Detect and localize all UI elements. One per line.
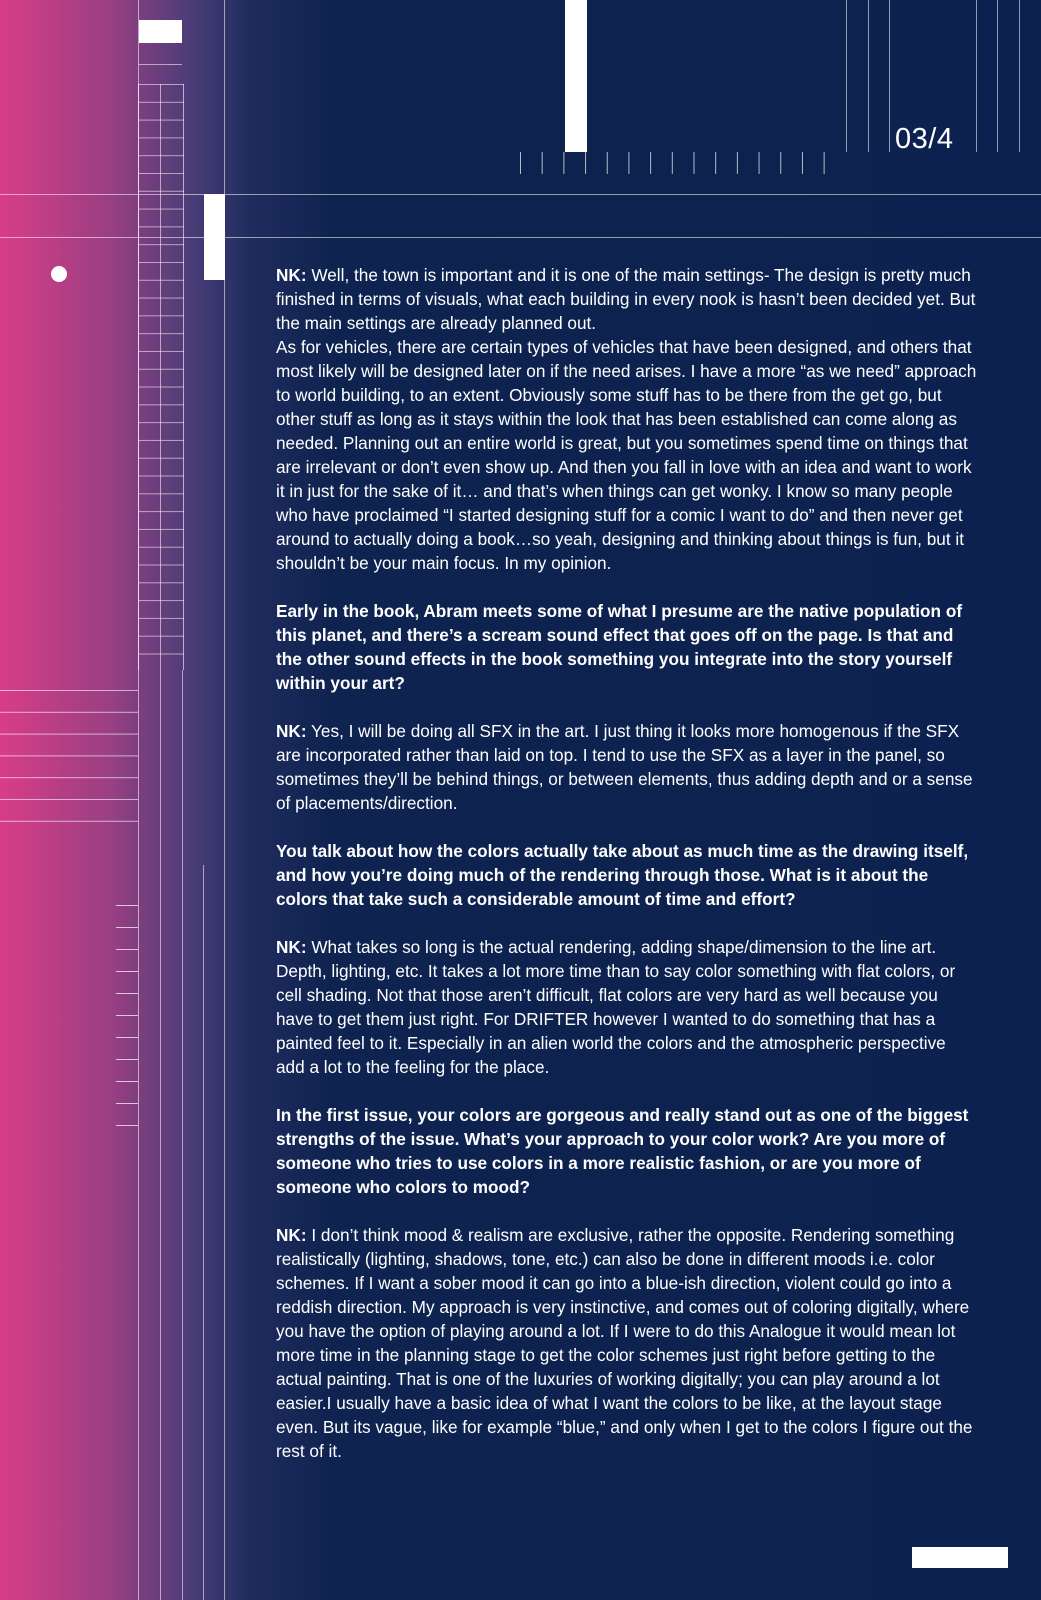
question-paragraph: Early in the book, Abram meets some of what I presume are the native population of this planet, and there’s a scream sound effect that goes off on the page. Is that and the other sound effects in the book something you integrate into the story yourself within your art?: [276, 601, 963, 693]
horizontal-rule-lower: [0, 237, 1041, 238]
bottom-right-block: [912, 1547, 1008, 1568]
top-center-bar: [565, 0, 587, 152]
article-body: [276, 263, 978, 1487]
vertical-rule-a: [138, 0, 139, 1600]
answer-paragraph: [276, 935, 978, 1079]
answer-paragraph: [276, 719, 978, 815]
top-right-rule-1: [846, 0, 847, 152]
top-right-rule-5: [997, 0, 998, 152]
page-number: 03/4: [895, 123, 954, 155]
top-tick-marks: [520, 152, 825, 174]
question-paragraph: In the first issue, your colors are gorgeous and really stand out as one of the biggest strengths of the issue. What’s your approach to your color work? Are you more of someone who tries to use colors in a more realistic fashion, or are you more of someone who colors to mood?: [276, 1105, 969, 1197]
left-horizontal-lines: [0, 690, 138, 822]
speaker-label: NK:: [276, 721, 307, 741]
vertical-rule-c: [182, 670, 183, 1600]
speaker-label: NK:: [276, 265, 307, 285]
left-grid: [138, 84, 184, 670]
question-paragraph: You talk about how the colors actually take about as much time as the drawing itself, and how you’re doing much of the rendering through those. What is it about the colors that take such a considerable amount of time and effort?: [276, 841, 969, 909]
answer-text: I don’t think mood & realism are exclusive, rather the opposite. Rendering something realistically (lighting, shadows, tone, etc.) can also be done in different moods i.e. color schemes. If I want a sober mood it can go into a blue-ish direction, violent could go into a reddish direction. My approach is very instinctive, and comes out of coloring digitally, where you have the option of playing around a lot. If I were to do this Analogue it would mean lot more time in the planning stage to get the color schemes just right before getting to the actual painting. That is one of the luxuries of working digitally; you can play around a lot easier.I usually have a basic idea of what I want the colors to be like, at the layout stage even. But its vague, like for example “blue,” and only when I get to the colors I figure out the rest of it.: [276, 1225, 973, 1461]
answer-text: Yes, I will be doing all SFX in the art. I just thing it looks more homogenous if the SFX are incorporated rather than laid on top. I tend to use the SFX as a layer in the panel, so sometimes they’ll be behind things, or between elements, thus adding depth and or a sense of placements/direction.: [276, 721, 973, 813]
top-right-rule-6: [1019, 0, 1020, 152]
answer-text: What takes so long is the actual rendering, adding shape/dimension to the line art. Depth, lighting, etc. It takes a lot more time than to say color something with flat colors, or cell shading. Not that those aren’t difficult, flat colors are very hard as well because you have to get them just right. For DRIFTER however I wanted to do something that has a painted feel to it. Especially in an alien world the colors and the atmospheric perspective add a lot to the feeling for the place.: [276, 937, 956, 1077]
answer-paragraph: [276, 263, 978, 575]
vertical-rule-d: [203, 865, 204, 1600]
top-left-rule: [139, 64, 182, 65]
top-right-rule-4: [976, 0, 977, 152]
speaker-label: NK:: [276, 1225, 307, 1245]
answer-text: Well, the town is important and it is one of the main settings- The design is pretty much finished in terms of visuals, what each building in every nook is hasn’t been decided yet. But the main settings are already planned out.: [276, 265, 976, 333]
answer-paragraph: [276, 1223, 978, 1463]
top-right-rule-2: [868, 0, 869, 152]
top-left-block: [139, 20, 182, 43]
speaker-label: NK:: [276, 937, 307, 957]
circle-dot-icon: [51, 266, 67, 282]
top-right-rule-3: [889, 0, 890, 152]
vertical-rule-b: [160, 670, 161, 1600]
left-tick-marks: [116, 905, 138, 1127]
answer-continuation: As for vehicles, there are certain types of vehicles that have been designed, and others that most likely will be designed later on if the need arises. I have a more “as we need” approach to world building, to an extent. Obviously some stuff has to be there from the get go, but other stuff as long as it stays within the look that has been established can come along as needed. Planning out an entire world is great, but you sometimes spend time on things that are irrelevant or don’t even show up. And then you fall in love with an idea and want to work it in just for the sake of it… and that’s when things can get wonky. I know so many people who have proclaimed “I started designing stuff for a comic I want to do” and then never get around to actually doing a book…so yeah, designing and thinking about things is fun, but it shouldn’t be your main focus. In my opinion.: [276, 337, 977, 573]
horizontal-rule-upper: [0, 194, 1041, 195]
